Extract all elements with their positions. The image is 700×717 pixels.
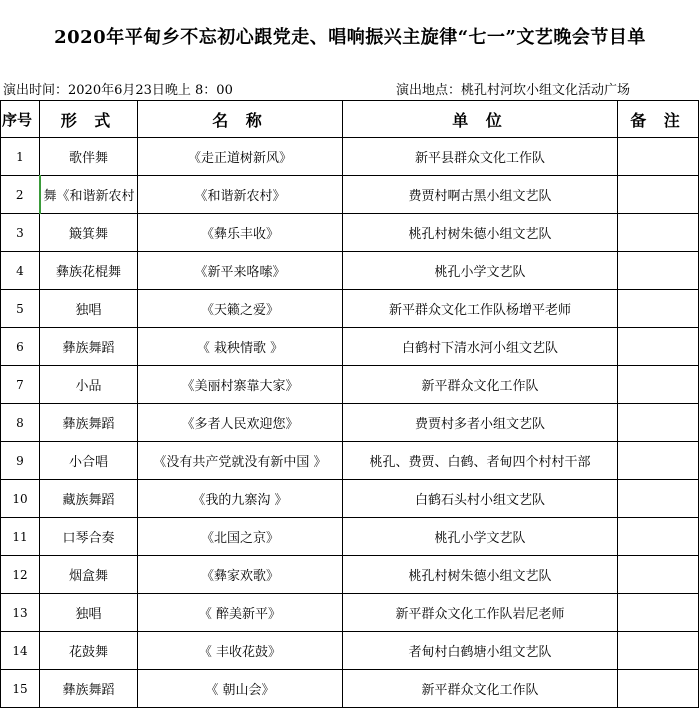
table-header-row [1,101,699,138]
table-row [1,518,699,556]
row-unit: 费贾村啊古黑小组文艺队 [343,176,618,214]
row-number: 9 [1,442,40,480]
row-form: 簸箕舞 [40,214,138,252]
row-unit: 新平群众文化工作队杨增平老师 [343,290,618,328]
row-number: 15 [1,670,40,708]
row-unit: 新平群众文化工作队 [343,670,618,708]
header-form: 形 式 [40,101,138,138]
row-unit: 桃孔村树朱德小组文艺队 [343,214,618,252]
row-remark [618,556,699,594]
row-number: 2 [1,176,40,214]
row-form: 舞《和谐新农村 [40,176,138,214]
program-table [0,100,699,708]
row-unit: 桃孔、费贾、白鹤、者甸四个村村干部 [343,442,618,480]
row-name: 《新平来咯嗦》 [138,252,343,290]
row-number: 11 [1,518,40,556]
row-remark [618,518,699,556]
row-remark [618,214,699,252]
event-time: 演出时间：2020年6月23日晚上 8：00 [3,83,233,98]
event-place: 演出地点：桃孔村河坎小组文化活动广场 [396,83,631,98]
row-name: 《和谐新农村》 [138,176,343,214]
row-remark [618,670,699,708]
page-title: 2020年平甸乡不忘初心跟党走、唱响振兴主旋律“七一”文艺晚会节目单 [54,27,646,48]
row-name: 《 朝山会》 [138,670,343,708]
row-number: 8 [1,404,40,442]
row-remark [618,328,699,366]
header-name: 名 称 [138,101,343,138]
row-number: 1 [1,138,40,176]
row-name: 《多者人民欢迎您》 [138,404,343,442]
table-row [1,328,699,366]
table-row [1,366,699,404]
row-unit: 白鹤石头村小组文艺队 [343,480,618,518]
row-number: 12 [1,556,40,594]
table-row [1,556,699,594]
row-remark [618,138,699,176]
row-form: 独唱 [40,290,138,328]
table-row [1,214,699,252]
row-form: 小合唱 [40,442,138,480]
row-form: 彝族舞蹈 [40,670,138,708]
row-number: 6 [1,328,40,366]
row-unit: 桃孔小学文艺队 [343,518,618,556]
table-row [1,480,699,518]
table-row [1,138,699,176]
table-row [1,670,699,708]
row-remark [618,252,699,290]
header-remark: 备 注 [618,101,699,138]
row-name: 《美丽村寨靠大家》 [138,366,343,404]
row-form: 彝族舞蹈 [40,404,138,442]
row-name: 《 醉美新平》 [138,594,343,632]
row-form: 彝族花棍舞 [40,252,138,290]
row-remark [618,176,699,214]
row-number: 13 [1,594,40,632]
row-form: 烟盒舞 [40,556,138,594]
row-remark [618,366,699,404]
row-name: 《北国之京》 [138,518,343,556]
row-remark [618,480,699,518]
row-name: 《彝家欢歌》 [138,556,343,594]
row-remark [618,442,699,480]
row-unit: 者甸村白鹤塘小组文艺队 [343,632,618,670]
row-unit: 桃孔村树朱德小组文艺队 [343,556,618,594]
row-remark [618,632,699,670]
row-remark [618,594,699,632]
header-no: 序号 [1,101,40,138]
row-name: 《天籁之爱》 [138,290,343,328]
row-unit: 新平县群众文化工作队 [343,138,618,176]
table-row [1,632,699,670]
row-form: 彝族舞蹈 [40,328,138,366]
row-unit: 新平群众文化工作队岩尼老师 [343,594,618,632]
row-form: 口琴合奏 [40,518,138,556]
table-row [1,252,699,290]
row-form: 歌伴舞 [40,138,138,176]
row-number: 7 [1,366,40,404]
row-unit: 费贾村多者小组文艺队 [343,404,618,442]
row-unit: 白鹤村下清水河小组文艺队 [343,328,618,366]
row-name: 《彝乐丰收》 [138,214,343,252]
row-form: 花鼓舞 [40,632,138,670]
row-form: 独唱 [40,594,138,632]
header-unit: 单 位 [343,101,618,138]
table-row [1,442,699,480]
row-number: 14 [1,632,40,670]
row-number: 4 [1,252,40,290]
table-row [1,594,699,632]
row-name: 《我的九寨沟 》 [138,480,343,518]
row-form: 小品 [40,366,138,404]
table-row [1,404,699,442]
row-remark [618,404,699,442]
row-name: 《 栽秧情歌 》 [138,328,343,366]
row-name: 《走正道树新风》 [138,138,343,176]
row-number: 10 [1,480,40,518]
row-unit: 新平群众文化工作队 [343,366,618,404]
table-row [1,290,699,328]
row-remark [618,290,699,328]
row-unit: 桃孔小学文艺队 [343,252,618,290]
row-form: 藏族舞蹈 [40,480,138,518]
row-name: 《 丰收花鼓》 [138,632,343,670]
event-info [0,74,700,100]
row-number: 5 [1,290,40,328]
table-row [1,176,699,214]
row-number: 3 [1,214,40,252]
row-name: 《没有共产党就没有新中国 》 [138,442,343,480]
